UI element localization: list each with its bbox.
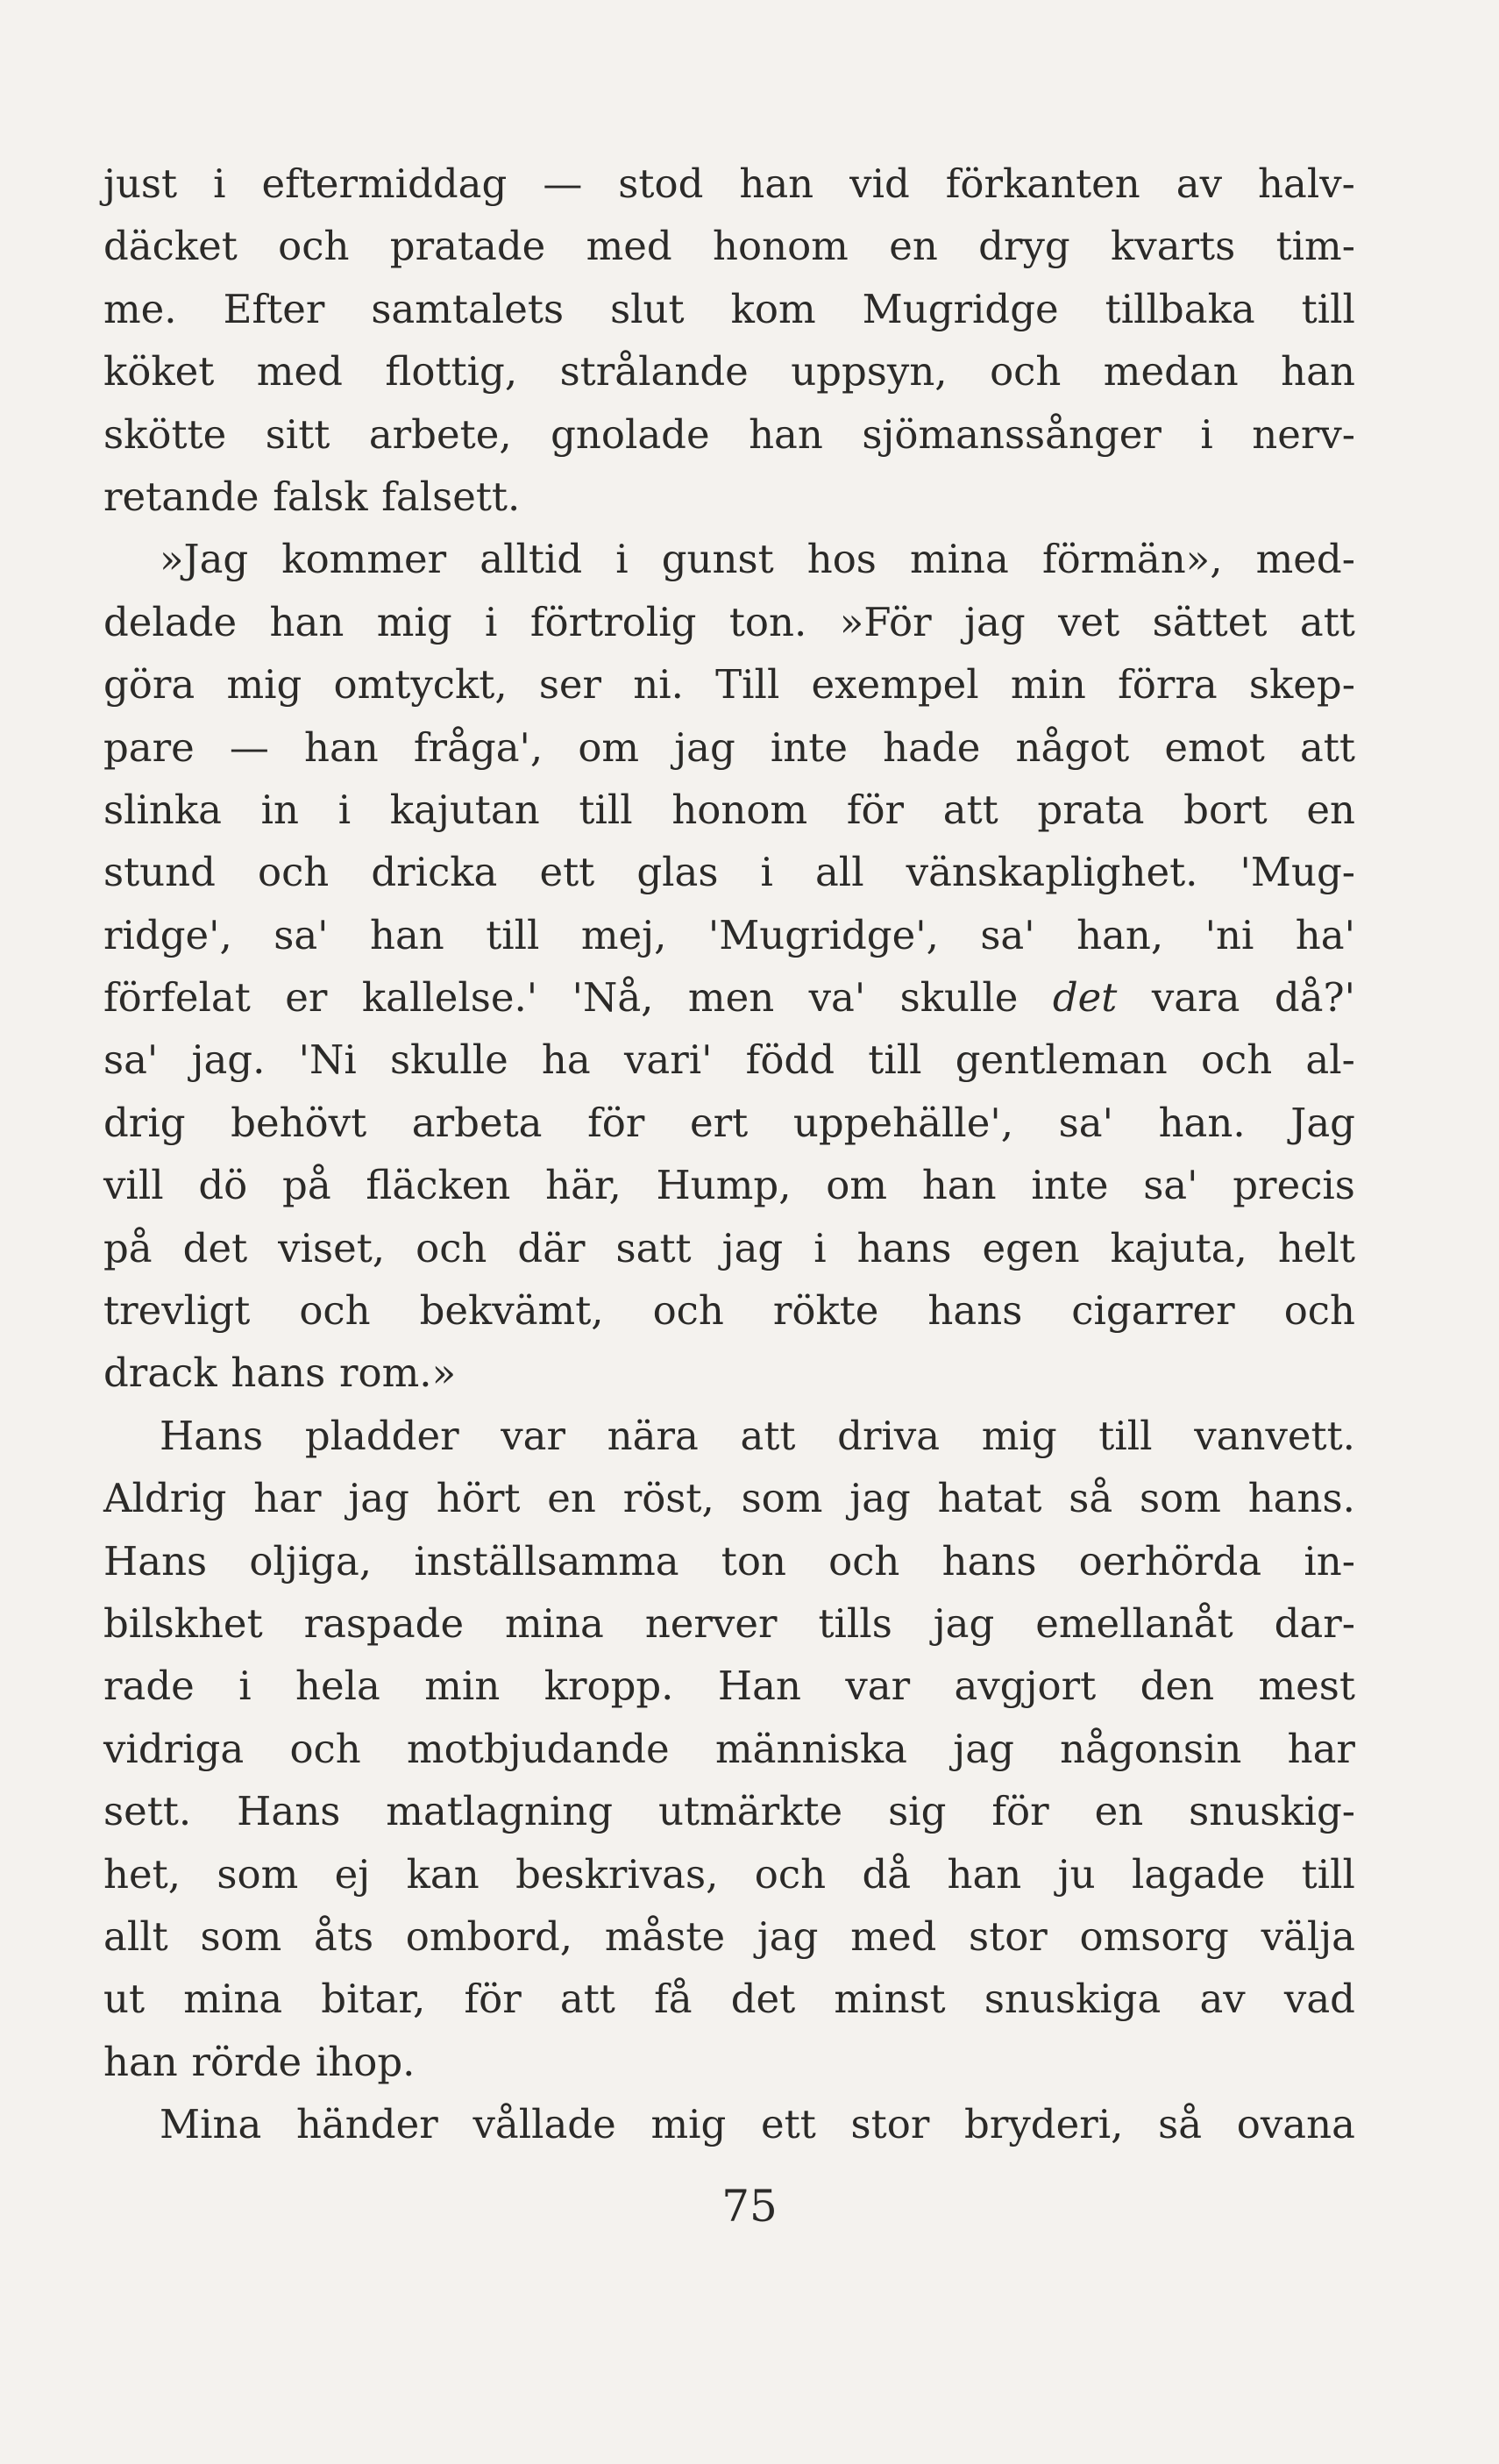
text-line: sett. Hans matlagning utmärkte sig för en snuskig- xyxy=(103,1788,1355,1835)
text-line: ridge', sa' han till mej, 'Mugridge', sa' han, 'ni ha' xyxy=(103,911,1355,958)
text-line: Hans pladder var nära att driva mig till vanvett. xyxy=(160,1412,1355,1459)
text-line: göra mig omtyckt, ser ni. Till exempel min förra skep- xyxy=(103,661,1355,709)
text-line: skötte sitt arbete, gnolade han sjömanssånger i nerv- xyxy=(103,410,1355,458)
text-line: me. Efter samtalets slut kom Mugridge tillbaka till xyxy=(103,285,1355,332)
text-line: trevligt och bekvämt, och rökte hans cigarrer och xyxy=(103,1287,1355,1335)
body-text xyxy=(103,153,1355,2156)
text-line: drig behövt arbeta för ert uppehälle', sa' han. Jag xyxy=(103,1099,1355,1146)
text-line: vidriga och motbjudande människa jag någonsin har xyxy=(103,1725,1355,1772)
text-line: han rörde ihop. xyxy=(103,2038,416,2085)
text-line: på det viset, och där satt jag i hans egen kajuta, helt xyxy=(103,1224,1355,1271)
text-line: rade i hela min kropp. Han var avgjort den mest xyxy=(103,1663,1355,1710)
text-line: just i eftermiddag — stod han vid förkanten av halv- xyxy=(103,160,1355,207)
text-line: vill dö på fläcken här, Hump, om han inte sa' precis xyxy=(103,1162,1355,1209)
text-line: Mina händer vållade mig ett stor bryderi, så ovana xyxy=(160,2101,1355,2148)
text-line: delade han mig i förtrolig ton. »För jag vet sättet att xyxy=(103,598,1355,645)
text-line: slinka in i kajutan till honom för att prata bort en xyxy=(103,786,1355,833)
text-line: förfelat er kallelse.' 'Nå, men va' skulle det vara då?' xyxy=(103,974,1355,1022)
page-number: 75 xyxy=(721,2181,778,2232)
text-line: köket med flottig, strålande uppsyn, och medan han xyxy=(103,348,1355,395)
text-line: Hans oljiga, inställsamma ton och hans oerhörda in- xyxy=(103,1537,1355,1585)
text-line: retande falsk falsett. xyxy=(103,473,521,520)
text-line: Aldrig har jag hört en röst, som jag hatat så som hans. xyxy=(103,1475,1355,1522)
text-line: allt som åts ombord, måste jag med stor omsorg välja xyxy=(103,1912,1355,1960)
text-line: pare — han fråga', om jag inte hade något emot att xyxy=(103,723,1355,771)
text-line: »Jag kommer alltid i gunst hos mina förmän», med- xyxy=(160,536,1355,583)
text-line: stund och dricka ett glas i all vänskaplighet. 'Mug- xyxy=(103,849,1355,896)
text-line: ut mina bitar, för att få det minst snuskiga av vad xyxy=(103,1976,1355,2023)
text-line: däcket och pratade med honom en dryg kvarts tim- xyxy=(103,223,1355,270)
text-line: drack hans rom.» xyxy=(103,1350,457,1397)
text-line: bilskhet raspade mina nerver tills jag emellanåt dar- xyxy=(103,1599,1355,1647)
text-line: het, som ej kan beskrivas, och då han ju lagade till xyxy=(103,1850,1355,1898)
text-line: sa' jag. 'Ni skulle ha vari' född till gentleman och al- xyxy=(103,1036,1355,1084)
